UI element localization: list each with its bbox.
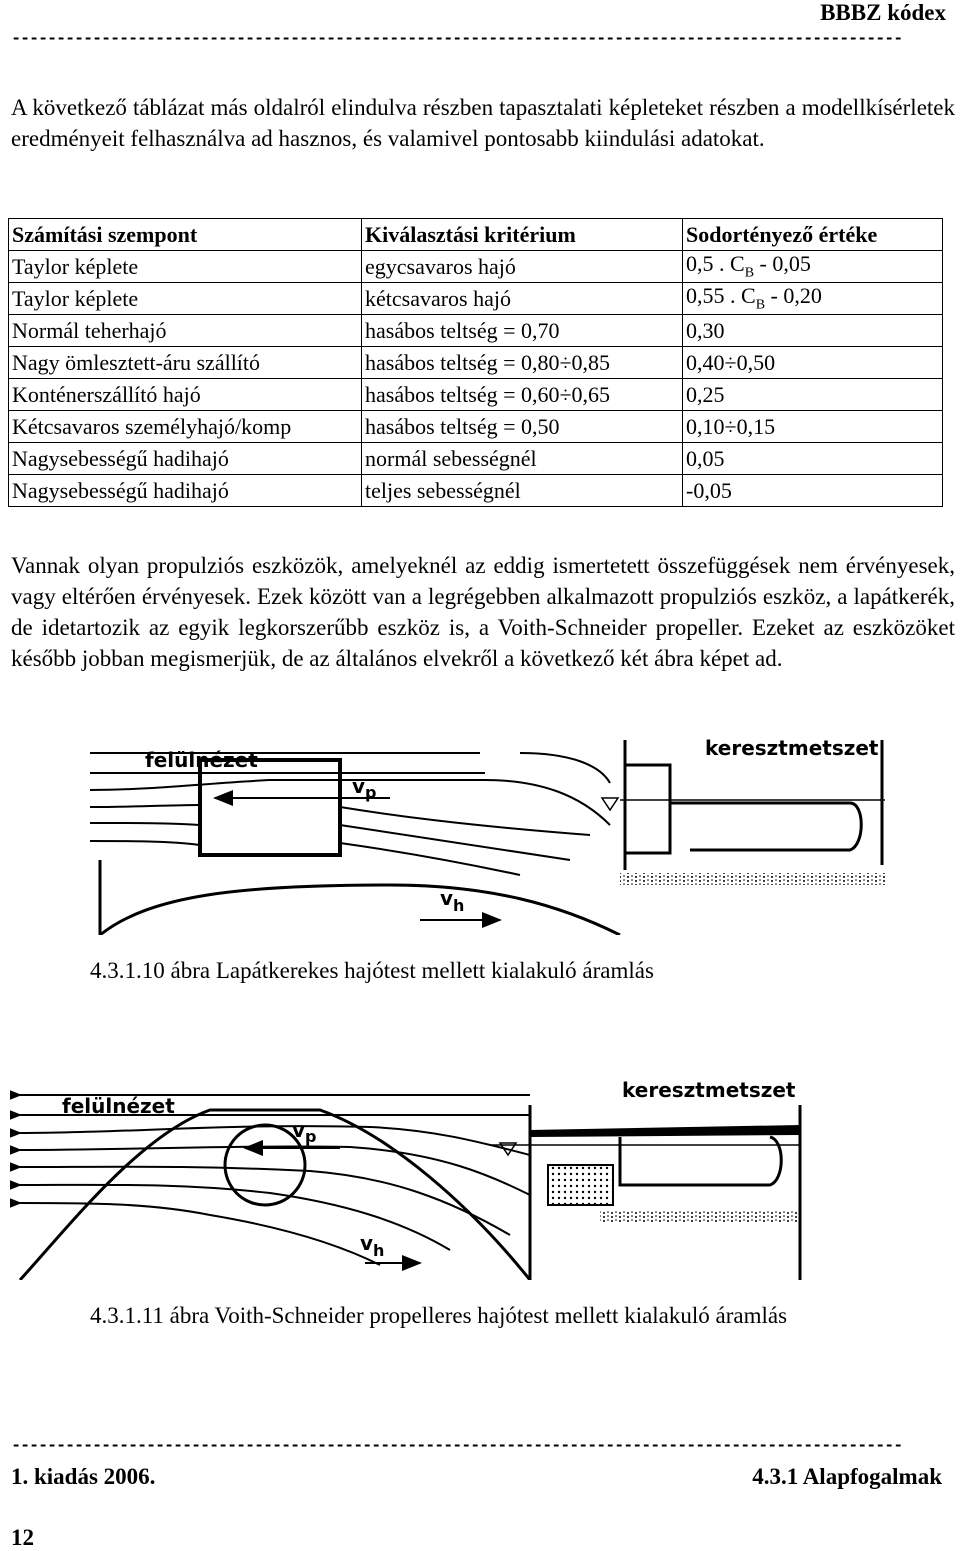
table-cell: 0,25	[683, 379, 943, 411]
formula-part: 0,55 . C	[686, 283, 756, 309]
paddle-wheel-section	[625, 765, 670, 853]
top-view-label: felülnézet	[62, 1094, 175, 1118]
table-cell: hasábos teltség = 0,60÷0,65	[362, 379, 683, 411]
table-cell: Nagy ömlesztett-áru szállító	[9, 347, 362, 379]
header-rule: ---------------------------------------------------------------------------------------------------	[11, 30, 903, 49]
coefficient-table	[8, 218, 943, 507]
top-view-label: felülnézet	[145, 748, 258, 772]
formula-part: - 0,20	[765, 283, 822, 309]
table-cell: 0,30	[683, 315, 943, 347]
cross-section-label: keresztmetszet	[622, 1078, 796, 1102]
table-row	[9, 411, 943, 443]
table-cell: -0,05	[683, 475, 943, 507]
voith-schneider-unit	[548, 1165, 613, 1205]
figure1-caption: 4.3.1.10 ábra Lapátkerekes hajótest mellett kialakuló áramlás	[90, 958, 654, 983]
vp-label: $v_p$	[352, 774, 377, 802]
vp-label: $v_p$	[292, 1118, 317, 1146]
figure-paddle-wheel	[90, 735, 890, 935]
formula-subscript: B	[744, 265, 755, 281]
footer-rule: ---------------------------------------------------------------------------------------------------	[11, 1437, 903, 1456]
table-cell: Taylor képlete	[9, 283, 362, 315]
deck	[530, 1125, 800, 1137]
table-cell: 0,05	[683, 443, 943, 475]
table-cell: 0,40÷0,50	[683, 347, 943, 379]
water-level-icon	[602, 798, 618, 810]
cross-section-label: keresztmetszet	[705, 736, 879, 760]
column-header: Számítási szempont	[9, 219, 362, 251]
table-row	[9, 475, 943, 507]
vh-label: $v_h$	[440, 886, 465, 915]
figure2-caption: 4.3.1.11 ábra Voith-Schneider propelleres hajótest mellett kialakuló áramlás	[90, 1303, 788, 1328]
table-row	[9, 283, 943, 315]
table-cell: egycsavaros hajó	[362, 251, 683, 283]
table-cell: Taylor képlete	[9, 251, 362, 283]
edition-label: 1. kiadás 2006.	[11, 1464, 156, 1489]
column-header: Kiválasztási kritérium	[362, 219, 683, 251]
table-cell: Nagysebességű hadihajó	[9, 475, 362, 507]
flow-lines	[20, 1095, 530, 1265]
seabed	[620, 873, 885, 885]
hull-outline	[20, 1110, 530, 1280]
table-row	[9, 347, 943, 379]
table-cell: hasábos teltség = 0,50	[362, 411, 683, 443]
table-header-row	[9, 219, 943, 251]
hull-cross-section	[670, 803, 861, 850]
table-cell: teljes sebességnél	[362, 475, 683, 507]
seabed	[600, 1210, 800, 1222]
document-title: BBBZ kódex	[820, 0, 946, 25]
section-label: 4.3.1 Alapfogalmak	[752, 1464, 942, 1489]
formula-subscript: B	[755, 297, 766, 313]
table-row	[9, 379, 943, 411]
table-cell: 0,10÷0,15	[683, 411, 943, 443]
table-row	[9, 251, 943, 283]
vh-label: $v_h$	[360, 1231, 385, 1260]
table-cell: kétcsavaros hajó	[362, 283, 683, 315]
paddle-box	[200, 760, 340, 855]
table-row	[9, 443, 943, 475]
figure-voith-schneider	[10, 1075, 810, 1280]
table-row	[9, 315, 943, 347]
table-cell	[683, 251, 943, 283]
table-cell: Nagysebességű hadihajó	[9, 443, 362, 475]
page-number: 12	[11, 1525, 34, 1550]
table-cell: hasábos teltség = 0,80÷0,85	[362, 347, 683, 379]
column-header: Sodortényező értéke	[683, 219, 943, 251]
intro-paragraph: A következő táblázat más oldalról elindulva részben tapasztalati képleteket részben a modellkísérletek eredményeit felhasználva ad hasznos, és valamivel pontosabb kiindulási adatokat.	[11, 95, 955, 151]
table-cell: Normál teherhajó	[9, 315, 362, 347]
body-paragraph: Vannak olyan propulziós eszközök, amelyeknél az eddig ismertetett összefüggések nem érvényesek, vagy eltérően érvényesek. Ezek között van a legrégebben alkalmazott propulziós eszköz, a lapátkerék, de idetartozik az egyik legkorszerűbb eszköz is, a Voith-Schneider propeller. Ezeket az eszközöket később jobban megismerjük, de az általános elvekről a következő két ábra képet ad.	[11, 553, 955, 671]
table-cell: Kétcsavaros személyhajó/komp	[9, 411, 362, 443]
formula-part: 0,5 . C	[686, 251, 745, 277]
table-cell: normál sebességnél	[362, 443, 683, 475]
table-cell	[683, 283, 943, 315]
hull-cross-section	[620, 1137, 781, 1185]
table-cell: hasábos teltség = 0,70	[362, 315, 683, 347]
table-cell: Konténerszállító hajó	[9, 379, 362, 411]
formula-part: - 0,05	[754, 251, 811, 277]
hull-outline	[100, 885, 620, 935]
